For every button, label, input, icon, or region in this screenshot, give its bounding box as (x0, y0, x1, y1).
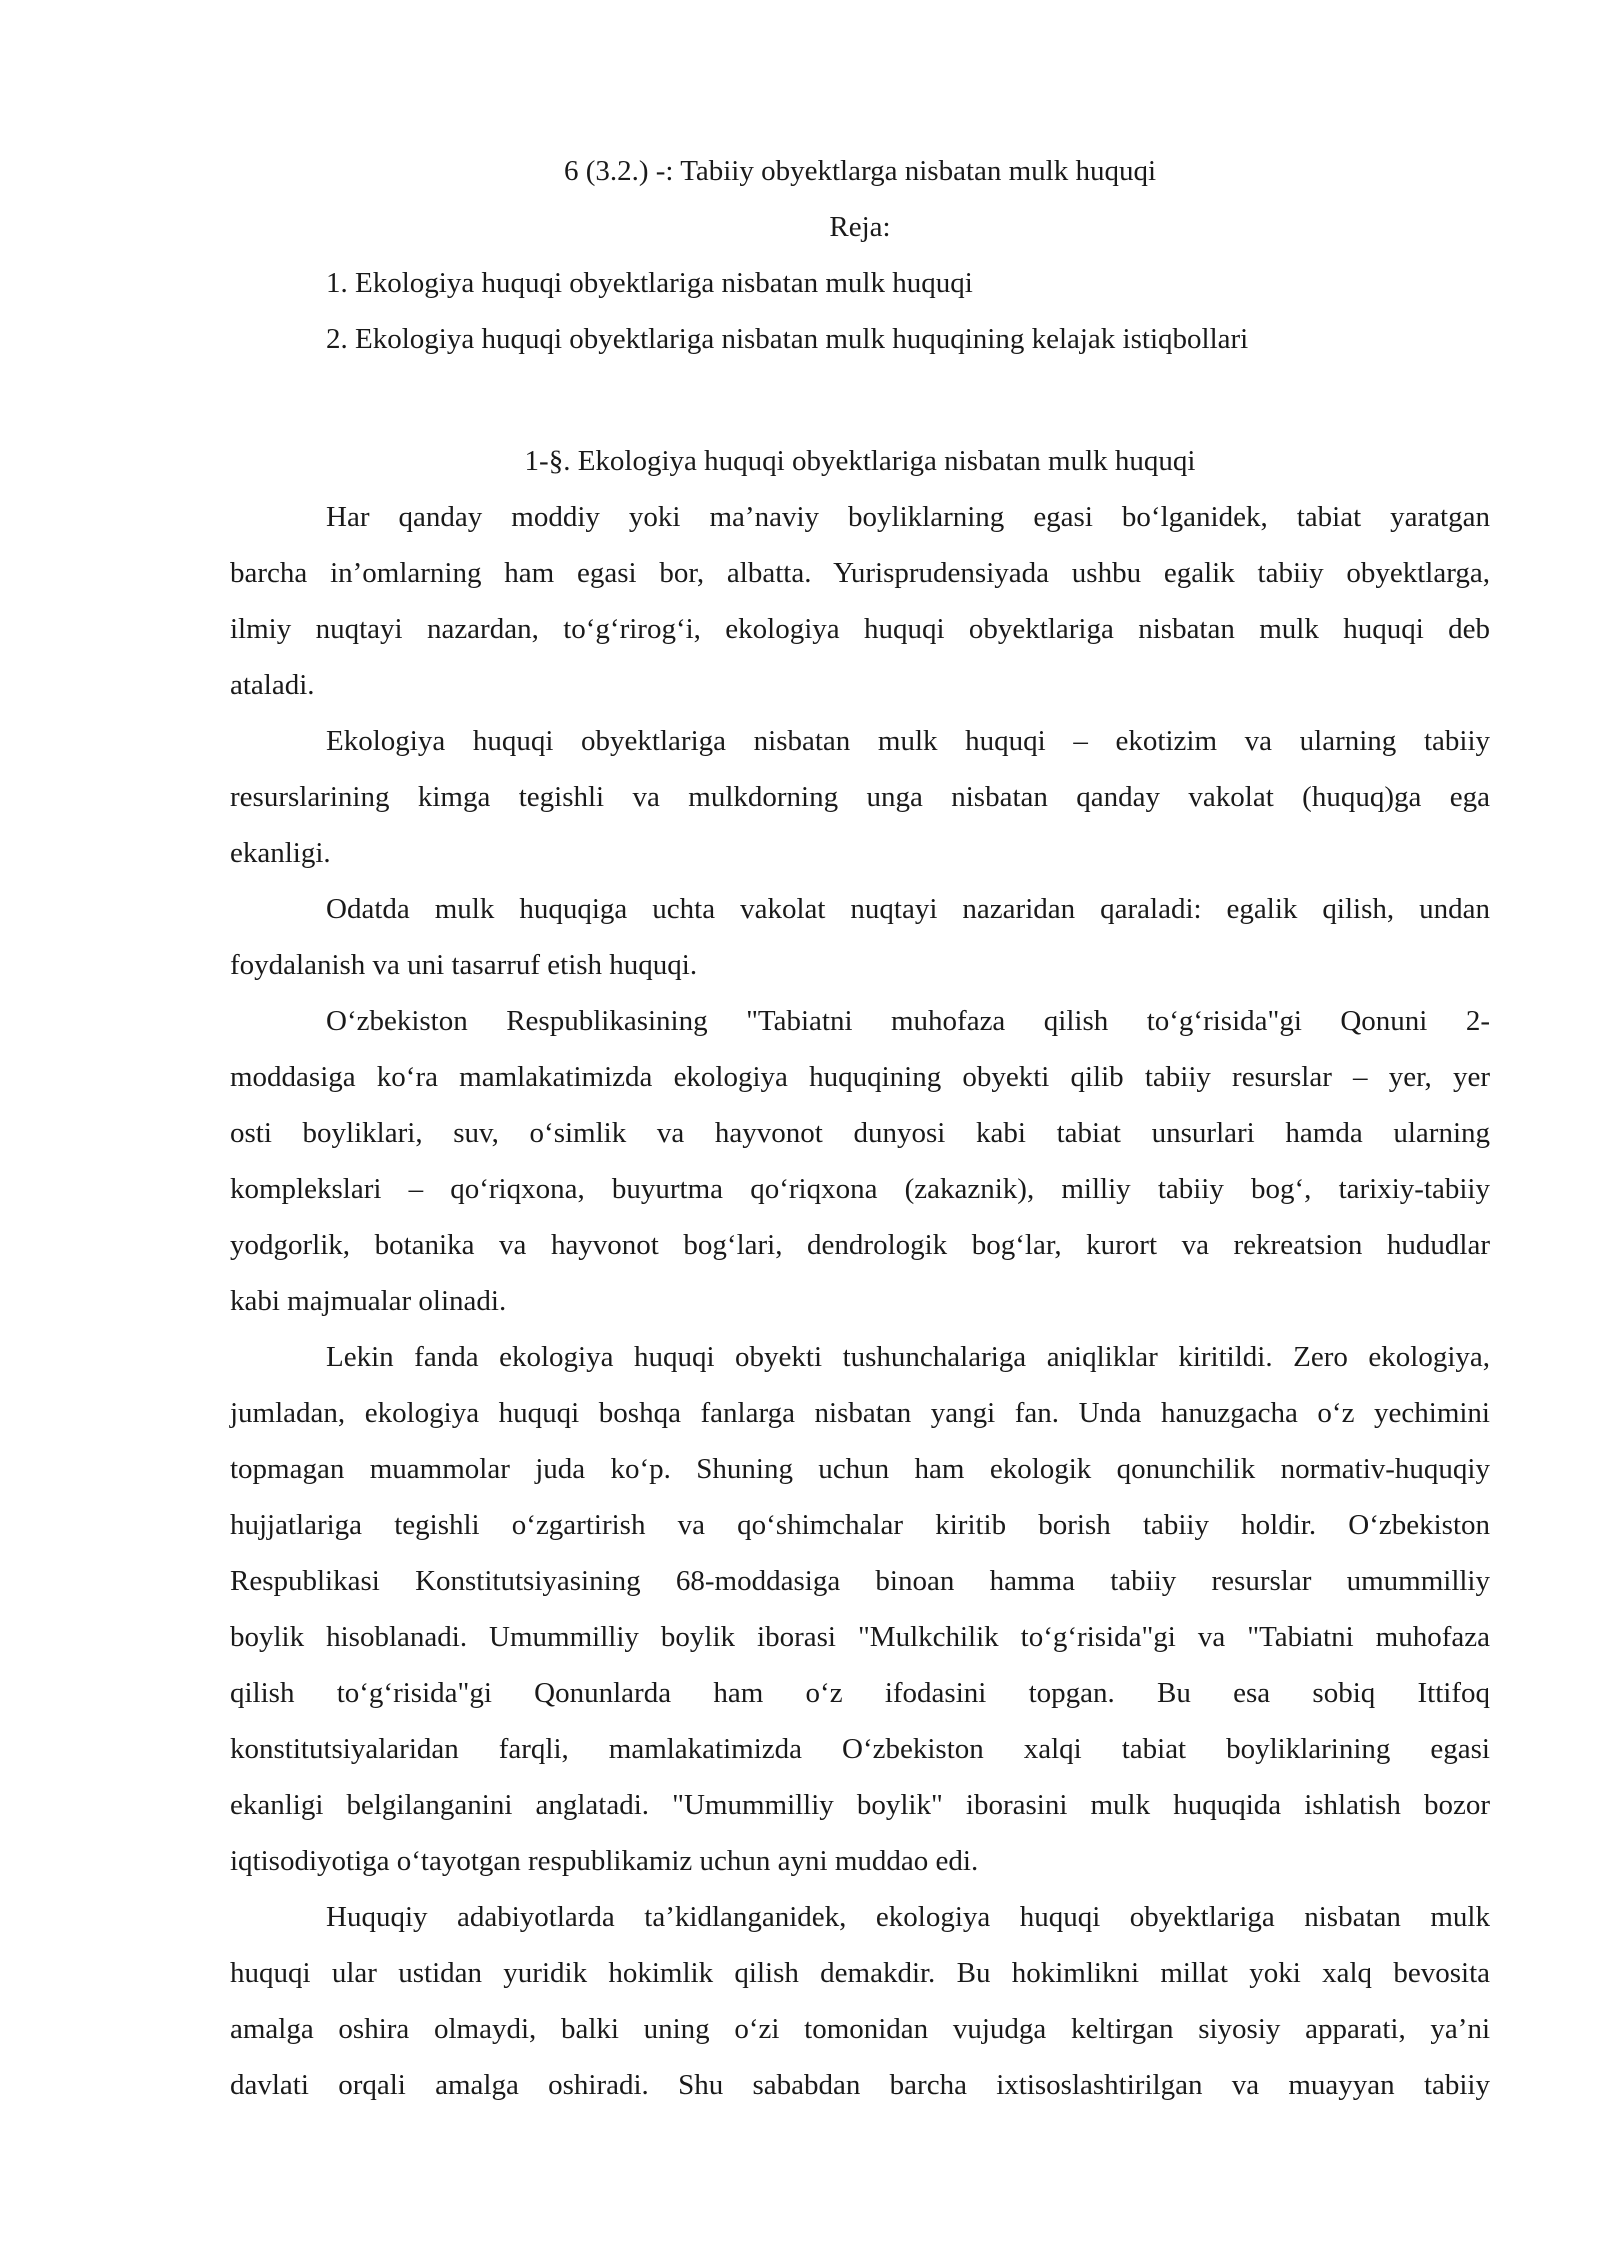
text-line: ekanligi belgilanganini anglatadi. "Umummilliy boylik" iborasini mulk huquqida ishlatish bozor (230, 1789, 1490, 1821)
text-line: ataladi. (230, 669, 315, 701)
text-line: amalga oshira olmaydi, balki uning o‘zi tomonidan vujudga keltirgan siyosiy apparati, ya’ni (230, 2013, 1490, 2045)
text-line: Ekologiya huquqi obyektlariga nisbatan mulk huquqi – ekotizim va ularning tabiiy (326, 725, 1490, 757)
text-line: osti boyliklari, suv, o‘simlik va hayvonot dunyosi kabi tabiat unsurlari hamda ularning (230, 1117, 1490, 1149)
page-title: 6 (3.2.) -: Tabiiy obyektlarga nisbatan mulk huquqi (563, 155, 1157, 187)
text-line: topmagan muammolar juda ko‘p. Shuning uchun ham ekologik qonunchilik normativ-huquqiy (230, 1453, 1490, 1485)
text-line: huquqi ular ustidan yuridik hokimlik qilish demakdir. Bu hokimlikni millat yoki xalq bevosita (230, 1957, 1490, 1989)
text-line: Huquqiy adabiyotlarda ta’kidlanganidek, ekologiya huquqi obyektlariga nisbatan mulk (326, 1901, 1490, 1933)
text-line: moddasiga ko‘ra mamlakatimizda ekologiya huquqining obyekti qilib tabiiy resurslar – yer, yer (230, 1061, 1490, 1093)
text-line: foydalanish va uni tasarruf etish huquqi. (230, 949, 698, 981)
text-line: konstitutsiyalaridan farqli, mamlakatimizda O‘zbekiston xalqi tabiat boyliklarining egasi (230, 1733, 1490, 1765)
text-line: Respublikasi Konstitutsiyasining 68-moddasiga binoan hamma tabiiy resurslar umummilliy (230, 1565, 1490, 1597)
plan-heading: Reja: (829, 211, 891, 243)
text-line: resurslarining kimga tegishli va mulkdorning unga nisbatan qanday vakolat (huquq)ga ega (230, 781, 1490, 813)
text-line: ilmiy nuqtayi nazardan, to‘g‘rirog‘i, ekologiya huquqi obyektlariga nisbatan mulk huquqi deb (230, 613, 1490, 645)
text-line: jumladan, ekologiya huquqi boshqa fanlarga nisbatan yangi fan. Unda hanuzgacha o‘z yechimini (230, 1397, 1490, 1429)
section-heading: 1-§. Ekologiya huquqi obyektlariga nisbatan mulk huquqi (524, 445, 1196, 477)
plan-item: 2. Ekologiya huquqi obyektlariga nisbatan mulk huquqining kelajak istiqbollari (326, 323, 1249, 355)
text-line: boylik hisoblanadi. Umummilliy boylik iborasi "Mulkchilik to‘g‘risida"gi va "Tabiatni muhofaza (230, 1621, 1490, 1653)
text-line: komplekslari – qo‘riqxona, buyurtma qo‘riqxona (zakaznik), milliy tabiiy bog‘, tarixiy-tabiiy (230, 1173, 1490, 1205)
text-line: kabi majmualar olinadi. (230, 1285, 507, 1317)
text-line: ekanligi. (230, 837, 331, 869)
text-line: barcha in’omlarning ham egasi bor, albatta. Yurisprudensiyada ushbu egalik tabiiy obyektlarga, (230, 557, 1490, 589)
text-line: hujjatlariga tegishli o‘zgartirish va qo‘shimchalar kiritib borish tabiiy holdir. O‘zbekiston (230, 1509, 1490, 1541)
text-line: Har qanday moddiy yoki ma’naviy boyliklarning egasi bo‘lganidek, tabiat yaratgan (326, 501, 1490, 533)
text-line: O‘zbekiston Respublikasining "Tabiatni muhofaza qilish to‘g‘risida"gi Qonuni 2- (326, 1005, 1490, 1037)
plan-item: 1. Ekologiya huquqi obyektlariga nisbatan mulk huquqi (326, 267, 973, 299)
text-line: davlati orqali amalga oshiradi. Shu sababdan barcha ixtisoslashtirilgan va muayyan tabiiy (230, 2069, 1490, 2101)
text-line: yodgorlik, botanika va hayvonot bog‘lari, dendrologik bog‘lar, kurort va rekreatsion hududlar (230, 1229, 1490, 1261)
text-line: qilish to‘g‘risida"gi Qonunlarda ham o‘z ifodasini topgan. Bu esa sobiq Ittifoq (230, 1677, 1490, 1709)
text-line: Lekin fanda ekologiya huquqi obyekti tushunchalariga aniqliklar kiritildi. Zero ekologiya, (326, 1341, 1490, 1373)
text-line: iqtisodiyotiga o‘tayotgan respublikamiz uchun ayni muddao edi. (230, 1845, 979, 1877)
text-line: Odatda mulk huquqiga uchta vakolat nuqtayi nazaridan qaraladi: egalik qilish, undan (326, 893, 1490, 925)
